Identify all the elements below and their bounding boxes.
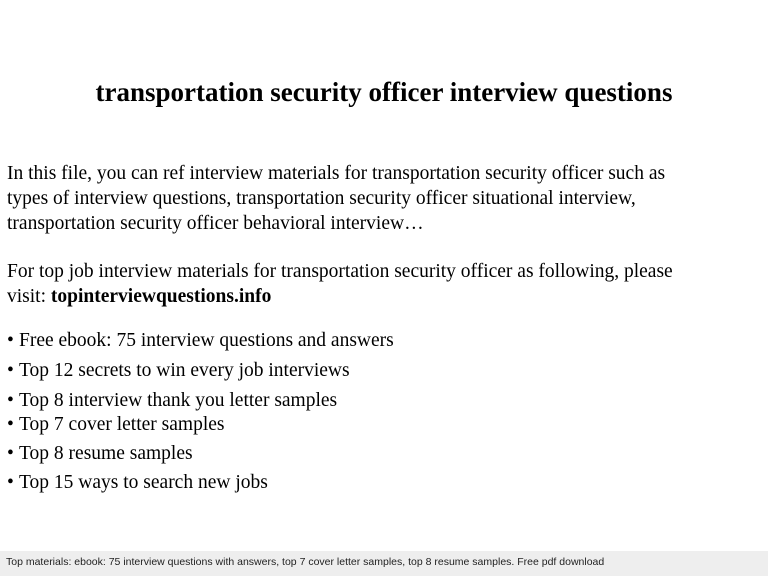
- list-item: [7, 389, 757, 413]
- intro-line-2: types of interview questions, transportation security officer situational interview,: [7, 188, 636, 209]
- list-item: [7, 442, 757, 466]
- bullet-mark: •: [7, 360, 14, 381]
- intro-line-1: In this file, you can ref interview materials for transportation security officer such as: [7, 163, 666, 184]
- bullet-mark: •: [7, 330, 14, 351]
- list-item: [7, 359, 757, 383]
- footer-bar: [0, 551, 768, 576]
- bullet-mark: •: [7, 472, 14, 493]
- bullet-list: [7, 329, 757, 495]
- list-item-text: Top 15 ways to search new jobs: [19, 472, 268, 493]
- top-line-1: For top job interview materials for transportation security officer as following, please: [7, 261, 673, 282]
- list-item-text: Top 8 interview thank you letter samples: [19, 390, 338, 411]
- footer-text: Top materials: ebook: 75 interview questions with answers, top 7 cover letter samples, top 8 resume samples. Free pdf download: [6, 556, 605, 568]
- bullet-mark: •: [7, 390, 14, 411]
- bullet-mark: •: [7, 414, 14, 435]
- bullet-mark: •: [7, 443, 14, 464]
- intro-line-3: transportation security officer behavioral interview…: [7, 213, 424, 234]
- list-item: [7, 413, 757, 437]
- intro-paragraph: [7, 161, 757, 236]
- list-item-text: Top 7 cover letter samples: [19, 414, 225, 435]
- slide-title: transportation security officer interview questions: [95, 77, 673, 107]
- list-item-text: Top 12 secrets to win every job interviews: [19, 360, 350, 381]
- list-item-text: Free ebook: 75 interview questions and answers: [19, 330, 394, 351]
- list-item-text: Top 8 resume samples: [19, 443, 193, 464]
- website-link[interactable]: topinterviewquestions.info: [50, 286, 272, 307]
- top-materials-paragraph: [7, 259, 757, 309]
- list-item: [7, 329, 757, 353]
- top-line-2-prefix: visit:: [7, 286, 51, 307]
- list-item: [7, 471, 757, 495]
